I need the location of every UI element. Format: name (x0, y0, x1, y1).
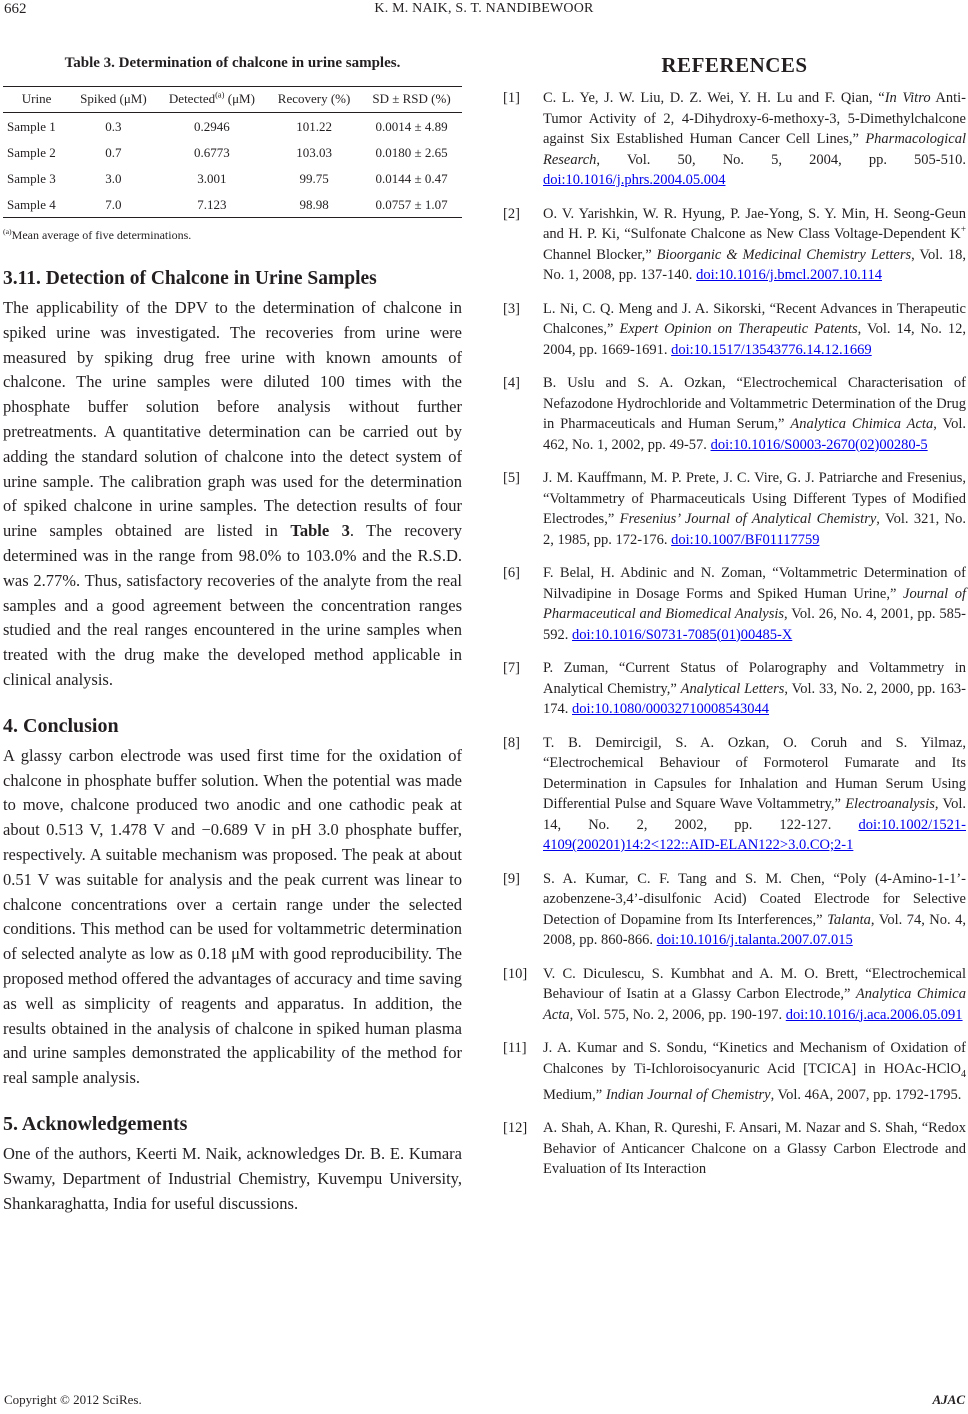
reference-list (503, 88, 966, 1180)
reference-number: [5] (503, 470, 520, 486)
reference-text: B. Uslu and S. A. Ozkan, “Electrochemical Characterisation of Nefazodone Hydrochloride and Voltammetric Determination of the Drug in Pharmaceuticals and Human Serum,” Analytica Chimica Acta, Vol. 462, No. 1, 2002, pp. 49-57. doi:10.1016/S0003-2670(02)00280-5 (543, 375, 966, 453)
acknowledgements-text: One of the authors, Keerti M. Naik, acknowledges Dr. B. E. Kumara Swamy, Department of Industrial Chemistry, Kuvempu University, Shankaraghatta, India for useful discussions. (3, 1143, 462, 1213)
reference-text: L. Ni, C. Q. Meng and J. A. Sikorski, “Recent Advances in Therapeutic Chalcones,” Expert Opinion on Therapeutic Patents, Vol. 14, No. 12, 2004, pp. 1669-1691. doi:10.1517/13543776.14.12.1669 (543, 300, 967, 358)
reference-number: [12] (503, 1120, 528, 1137)
reference-item (503, 1118, 966, 1180)
section-3-11-text-part1: The applicability of the DPV to the determination of chalcone in spiked urine was investigated. The recoveries from urine were measured by spiking drug free urine with known amounts of chalcone. The urine samples were diluted 100 times with the phosphate buffer solution before analysis without further pretreatments. A quantitative determination can be carried out by adding the standard solution of chalcone into the detect system of urine sample. The calibration graph was used for the determination of spiked chalcone in urine samples. The detection results of four urine samples obtained are listed in (3, 298, 462, 541)
table-row (3, 191, 462, 218)
reference-item (503, 869, 966, 951)
table-cell: 0.0144 ± 0.47 (375, 170, 448, 186)
reference-item (503, 1038, 966, 1105)
reference-item (503, 299, 966, 361)
reference-text: C. L. Ye, J. W. Liu, D. Z. Wei, Y. H. Lu and F. Qian, “In Vitro Anti-Tumor Activity of 2, 4-Dihydroxy-6-methoxy-3, 5-Dimethylchalcone against Six Established Human Cancer Cell Lines,” Pharmacological Research, Vol. 50, No. 5, 2004, pp. 505-510. doi:10.1016/j.phrs.2004.05.004 (543, 90, 966, 188)
references-title: REFERENCES (661, 53, 808, 77)
reference-number: [6] (503, 565, 520, 581)
table-cell: 0.3 (105, 118, 122, 134)
doi-link[interactable]: doi:10.1007/BF01117759 (671, 531, 820, 548)
table-cell: 99.75 (299, 170, 329, 186)
doi-link[interactable]: doi:10.1016/S0003-2670(02)00280-5 (710, 436, 928, 453)
reference-item (503, 88, 966, 191)
table-cell: 0.0180 ± 2.65 (375, 144, 448, 160)
table-cell: 103.03 (296, 144, 332, 160)
table-cell: 7.123 (157, 191, 267, 218)
reference-text: P. Zuman, “Current Status of Polarography and Voltammetry in Analytical Chemistry,” Analytical Letters, Vol. 33, No. 2, 2000, pp. 163-174. doi:10.1080/00032710008543044 (543, 660, 966, 717)
journal-abbrev-footer: AJAC (932, 1392, 965, 1407)
section-heading-acknowledgements: 5. Acknowledgements (3, 1112, 188, 1135)
section-3-11-text-part2: . The recovery determined was in the range from 98.0% to 103.0% and the R.S.D. was 2.77%. Thus, satisfactory recoveries of the analyte from the real samples and a good agreement between the concentration ranges studied and the real ranges encountered in the urine samples when treated with the drug make the developed method applicable in clinical analysis. (3, 521, 462, 689)
conclusion-text: A glassy carbon electrode was used first time for the oxidation of chalcone in phosphate buffer solution. When the potential was made to move, chalcone produced two anodic and one cathodic peak at about 0.513 V, 1.478 V and −0.689 V in pH 3.0 phosphate buffer, respectively. A suitable mechanism was proposed. The peak at about 0.51 V was suitable for analysis and the peak current was linear to chalcone concentrations over a certain range under the selected conditions. This method can be used for voltammetric determination of selected analyte as low as 0.18 μM with good reproducibility. The proposed method offered the advantages of accuracy and time saving as well as simplicity of reagents and apparatus. In addition, the results obtained in the analysis of chalcone in spiked human plasma and urine samples demonstrated the applicability of the method for real sample analysis. (3, 745, 462, 1088)
reference-item (503, 733, 966, 856)
reference-item (503, 204, 966, 286)
doi-link[interactable]: doi:10.1016/j.talanta.2007.07.015 (656, 932, 853, 948)
running-title: K. M. NAIK, S. T. NANDIBEWOOR (374, 1, 594, 16)
reference-item (503, 373, 966, 455)
reference-item (503, 964, 966, 1026)
reference-number: [7] (503, 660, 520, 676)
reference-item (503, 658, 966, 720)
reference-text: T. B. Demircigil, S. A. Ozkan, O. Coruh and S. Yilmaz, “Electrochemical Behaviour of Formoterol Fumarate and Its Determination in Capsules for Inhalation and Human Serum Using Differential Pulse and Square Wave Voltammetry,” Electroanalysis, Vol. 14, No. 2, 2002, pp. 122-127. doi:10.1002/1521-4109(200201)14:2<122::AID-ELAN122>3.0.CO;2-1 (543, 734, 966, 853)
reference-text: F. Belal, H. Abdinic and N. Zoman, “Voltammetric Determination of Nilvadipine in Dosage Forms and Spiked Human Urine,” Journal of Pharmaceutical and Biomedical Analysis, Vol. 26, No. 4, 2001, pp. 585-592. doi:10.1016/S0731-7085(01)00485-X (543, 565, 966, 643)
doi-link[interactable]: doi:10.1080/00032710008543044 (572, 701, 769, 717)
table-cell: 101.22 (296, 118, 332, 134)
page-number: 662 (4, 1, 27, 17)
table-footnote: $^{(a)}$Mean average of five determinations. (3, 227, 192, 242)
col-header-detected (157, 87, 267, 113)
table-row (3, 165, 462, 191)
reference-number: [4] (503, 375, 520, 391)
reference-number: [11] (503, 1040, 527, 1056)
section-heading-3-11: 3.11. Detection of Chalcone in Urine Samples (3, 268, 377, 289)
section-heading-conclusion: 4. Conclusion (3, 714, 119, 737)
section-3-11-text (3, 296, 462, 693)
doi-link[interactable]: doi:10.1016/j.phrs.2004.05.004 (543, 172, 726, 188)
table-cell: 0.0757 ± 1.07 (361, 191, 462, 218)
doi-link[interactable]: doi:10.1016/j.bmcl.2007.10.114 (696, 267, 883, 283)
col-header-urine: Urine (3, 87, 70, 113)
table-cell: 0.6773 (194, 144, 230, 160)
table-cell: 98.98 (267, 191, 361, 218)
table-cell: 3.001 (197, 170, 227, 186)
right-column (503, 53, 966, 1193)
table-cell: 0.2946 (194, 118, 230, 134)
reference-number: [3] (503, 300, 520, 317)
reference-text: S. A. Kumar, C. F. Tang and S. M. Chen, “Poly (4-Amino-1-1’-azobenzene-3,4’-disulfonic Acid) Coated Electrode for Selective Detection of Dopamine from Its Interferences,” Talanta, Vol. 74, No. 4, 2008, pp. 860-866. doi:10.1016/j.talanta.2007.07.015 (543, 870, 966, 948)
table-reference: Table 3 (290, 521, 350, 541)
reference-number: [8] (503, 734, 520, 751)
reference-number: [2] (503, 205, 520, 222)
reference-text: J. M. Kauffmann, M. P. Prete, J. C. Vire, G. J. Patriarche and Fresenius, “Voltammetry of Pharmaceuticals Using Different Types of Modified Electrodes,” Fresenius’ Journal of Analytical Chemistry, Vol. 321, No. 2, 1985, pp. 172-176. doi:10.1007/BF01117759 (543, 470, 966, 548)
col-header-detected-text: Detected$^{(a)}$ (μM) (168, 89, 255, 106)
reference-number: [10] (503, 965, 528, 982)
reference-number: [9] (503, 870, 520, 887)
table-cell: 0.7 (105, 144, 122, 160)
reference-text: O. V. Yarishkin, W. R. Hyung, P. Jae-Yong, S. Y. Min, H. Seong-Geun and H. P. Ki, “Sulfonate Chalcone as New Class Voltage-Dependent K+ Channel Blocker,” Bioorganic & Medicinal Chemistry Letters, Vol. 18, No. 1, 2008, pp. 137-140. doi:10.1016/j.bmcl.2007.10.114 (543, 205, 967, 283)
table-cell: 0.0014 ± 4.89 (375, 118, 448, 134)
reference-item (503, 468, 966, 550)
table-header-row (3, 87, 462, 113)
col-header-sd: SD ± RSD (%) (361, 87, 462, 113)
col-header-recovery: Recovery (%) (267, 87, 361, 113)
copyright-footer: Copyright © 2012 SciRes. (4, 1392, 142, 1407)
reference-text: J. A. Kumar and S. Sondu, “Kinetics and Mechanism of Oxidation of Chalcones by Ti-Ichloroisocyanuric Acid [TCICA] in HOAc-HClO$_4$ Medium,” Indian Journal of Chemistry, Vol. 46A, 2007, pp. 1792-1795. (543, 1040, 966, 1103)
table-cell: Sample 4 (3, 191, 70, 218)
doi-link[interactable]: doi:10.1016/S0731-7085(01)00485-X (572, 626, 793, 643)
doi-link[interactable]: doi:10.1002/1521-4109(200201)14:2<122::AID-ELAN122>3.0.CO;2-1 (543, 816, 966, 853)
reference-text: V. C. Diculescu, S. Kumbhat and A. M. O. Brett, “Electrochemical Behaviour of Isatin at a Glassy Carbon Electrode,” Analytica Chimica Acta, Vol. 575, No. 2, 2006, pp. 190-197. doi:10.1016/j.aca.2006.05.091 (543, 965, 966, 1023)
results-table (3, 86, 462, 218)
doi-link[interactable]: doi:10.1517/13543776.14.12.1669 (671, 341, 872, 358)
table-cell: Sample 2 (7, 144, 56, 160)
reference-text: A. Shah, A. Khan, R. Qureshi, F. Ansari, M. Nazar and S. Shah, “Redox Behavior of Anticancer Chalcone on a Glassy Carbon Electrode and Evaluation of Its Interaction (543, 1120, 966, 1178)
doi-link[interactable]: doi:10.1016/j.aca.2006.05.091 (785, 1006, 963, 1023)
reference-number: [1] (503, 90, 520, 106)
table-cell: Sample 1 (7, 118, 56, 134)
table-row (3, 139, 462, 165)
col-header-spiked: Spiked (μM) (70, 87, 157, 113)
table-row (3, 113, 462, 140)
table-cell: 3.0 (105, 170, 122, 186)
reference-item (503, 563, 966, 645)
left-column (3, 53, 462, 1216)
table-caption: Table 3. Determination of chalcone in urine samples. (64, 55, 401, 71)
table-cell: 7.0 (70, 191, 157, 218)
table-cell: Sample 3 (7, 170, 56, 186)
